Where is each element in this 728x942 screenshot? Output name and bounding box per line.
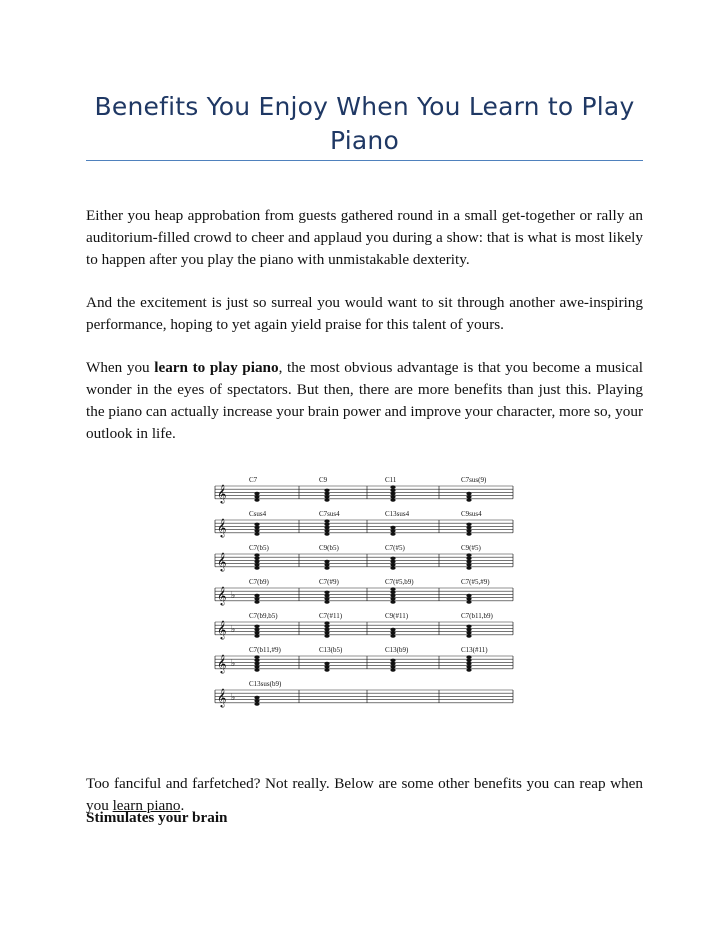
learn-to-play-piano-link[interactable]: learn to play piano — [154, 359, 279, 376]
note-head — [254, 597, 259, 601]
note-head — [324, 519, 329, 523]
note-head — [466, 665, 471, 669]
note-head — [254, 498, 259, 502]
note-head — [254, 699, 259, 703]
note-head — [466, 553, 471, 557]
title-underline — [86, 160, 643, 161]
chord-label: C7(#9) — [319, 578, 339, 586]
note-head — [324, 526, 329, 530]
note-head — [254, 557, 259, 561]
note-head — [466, 600, 471, 604]
note-head — [324, 532, 329, 536]
chord-label: C7(b5) — [249, 544, 269, 552]
note-head — [254, 625, 259, 629]
note-head — [324, 668, 329, 672]
note-head — [254, 566, 259, 570]
note-head — [324, 665, 329, 669]
note-head — [390, 566, 395, 570]
note-head — [390, 489, 395, 493]
note-head — [254, 532, 259, 536]
chord-label: C13(b9) — [385, 646, 409, 654]
chord-label: C9(#5) — [461, 544, 481, 552]
note-head — [324, 489, 329, 493]
note-head — [466, 625, 471, 629]
paragraph-4-text-end: . — [180, 797, 185, 814]
note-head — [390, 560, 395, 564]
note-head — [466, 566, 471, 570]
note-head — [390, 485, 395, 489]
chord-label: C7(b9,b5) — [249, 612, 278, 620]
note-head — [254, 594, 259, 598]
chord-label: C13sus(b9) — [249, 680, 282, 688]
note-head — [390, 492, 395, 496]
chord-label: C13sus4 — [385, 510, 410, 518]
note-head — [390, 634, 395, 638]
note-head — [324, 634, 329, 638]
note-head — [466, 523, 471, 527]
chord-label: C11 — [385, 476, 397, 484]
chord-label: C7(b9) — [249, 578, 269, 586]
chord-label: C7(#5,b9) — [385, 578, 414, 586]
chord-label: C7(b11,b9) — [461, 612, 493, 620]
note-head — [324, 625, 329, 629]
note-head — [254, 492, 259, 496]
note-head — [390, 665, 395, 669]
note-head — [466, 634, 471, 638]
note-head — [390, 662, 395, 666]
chord-label: C7sus(9) — [461, 476, 487, 484]
note-head — [324, 631, 329, 635]
chord-label: C7(b11,#9) — [249, 646, 281, 654]
note-head — [254, 628, 259, 632]
note-head — [466, 560, 471, 564]
note-head — [466, 655, 471, 659]
note-head — [390, 526, 395, 530]
learn-piano-link[interactable]: learn piano — [112, 797, 181, 814]
paragraph-4-text-start: Too fanciful and farfetched? Not really. Below are some other benefits you can reap when you — [86, 775, 643, 814]
chord-label: C7(#5) — [385, 544, 405, 552]
chord-label: C13(#11) — [461, 646, 488, 654]
paragraph-3-text-end: , the most obvious advantage is that you become a musical wonder in the eyes of spectators. But then, there are more benefits than just this. Playing the piano can actually increase your brain power and improve your character, more so, your outlook in life. — [86, 359, 643, 442]
treble-clef-icon: 𝄞 — [217, 620, 227, 639]
note-head — [254, 702, 259, 706]
note-head — [254, 696, 259, 700]
note-head — [324, 600, 329, 604]
note-head — [390, 659, 395, 663]
note-head — [390, 597, 395, 601]
note-head — [466, 532, 471, 536]
note-head — [254, 631, 259, 635]
note-head — [324, 560, 329, 564]
note-head — [390, 600, 395, 604]
note-head — [390, 668, 395, 672]
flat-sign-icon: ♭ — [231, 625, 236, 635]
note-head — [254, 563, 259, 567]
note-head — [254, 600, 259, 604]
note-head — [466, 526, 471, 530]
note-head — [254, 523, 259, 527]
note-head — [324, 662, 329, 666]
note-head — [390, 631, 395, 635]
flat-sign-icon: ♭ — [231, 659, 236, 669]
note-head — [466, 495, 471, 499]
note-head — [390, 594, 395, 598]
note-head — [466, 597, 471, 601]
note-head — [254, 668, 259, 672]
note-head — [390, 591, 395, 595]
note-head — [324, 566, 329, 570]
paragraph-3-text-start: When you — [86, 359, 155, 376]
note-head — [466, 659, 471, 663]
chord-label: C9 — [319, 476, 328, 484]
note-head — [254, 662, 259, 666]
note-head — [324, 591, 329, 595]
note-head — [254, 526, 259, 530]
note-head — [254, 659, 259, 663]
chord-chart-svg — [203, 467, 517, 717]
note-head — [324, 498, 329, 502]
note-head — [324, 594, 329, 598]
note-head — [466, 594, 471, 598]
note-head — [324, 523, 329, 527]
chord-label: C7sus4 — [319, 510, 340, 518]
note-head — [254, 655, 259, 659]
flat-sign-icon: ♭ — [231, 591, 236, 601]
note-head — [390, 495, 395, 499]
note-head — [324, 529, 329, 533]
chord-chart-image — [203, 467, 517, 717]
note-head — [390, 532, 395, 536]
treble-clef-icon: 𝄞 — [217, 552, 227, 571]
note-head — [324, 563, 329, 567]
note-head — [254, 665, 259, 669]
note-head — [466, 557, 471, 561]
note-head — [324, 597, 329, 601]
note-head — [254, 495, 259, 499]
note-head — [466, 668, 471, 672]
note-head — [466, 628, 471, 632]
note-head — [324, 621, 329, 625]
treble-clef-icon: 𝄞 — [217, 586, 227, 605]
note-head — [324, 492, 329, 496]
note-head — [390, 628, 395, 632]
note-head — [466, 529, 471, 533]
note-head — [390, 498, 395, 502]
chord-label: C7 — [249, 476, 258, 484]
chord-label: C9sus4 — [461, 510, 482, 518]
note-head — [254, 634, 259, 638]
note-head — [324, 628, 329, 632]
chord-label: C9(b5) — [319, 544, 339, 552]
note-head — [466, 492, 471, 496]
paragraph-2: And the excitement is just so surreal you would want to sit through another awe-inspiring performance, hoping to yet again yield praise for this talent of yours. — [86, 294, 643, 333]
note-head — [390, 557, 395, 561]
treble-clef-icon: 𝄞 — [217, 688, 227, 707]
flat-sign-icon: ♭ — [231, 693, 236, 703]
treble-clef-icon: 𝄞 — [217, 518, 227, 537]
treble-clef-icon: 𝄞 — [217, 654, 227, 673]
note-head — [466, 631, 471, 635]
section-heading-stimulates-brain: Stimulates your brain — [86, 809, 228, 826]
note-head — [390, 563, 395, 567]
page-title: Benefits You Enjoy When You Learn to Play Piano — [94, 92, 635, 155]
chord-label: C9(#11) — [385, 612, 409, 620]
note-head — [254, 529, 259, 533]
chord-label: C7(#11) — [319, 612, 343, 620]
note-head — [390, 587, 395, 591]
paragraph-1: Either you heap approbation from guests gathered round in a small get-together or rally an auditorium-filled crowd to cheer and applaud you during a show: that is what is most likely to happen after you play the piano with unmistakable dexterity. — [86, 207, 643, 268]
chord-label: C13(b5) — [319, 646, 343, 654]
paragraph-3 — [86, 357, 643, 445]
treble-clef-icon: 𝄞 — [217, 484, 227, 503]
note-head — [254, 560, 259, 564]
note-head — [390, 529, 395, 533]
note-head — [466, 498, 471, 502]
note-head — [324, 495, 329, 499]
note-head — [466, 662, 471, 666]
chord-label: C7(#5,#9) — [461, 578, 490, 586]
note-head — [466, 563, 471, 567]
chord-label: Csus4 — [249, 510, 267, 518]
note-head — [254, 553, 259, 557]
